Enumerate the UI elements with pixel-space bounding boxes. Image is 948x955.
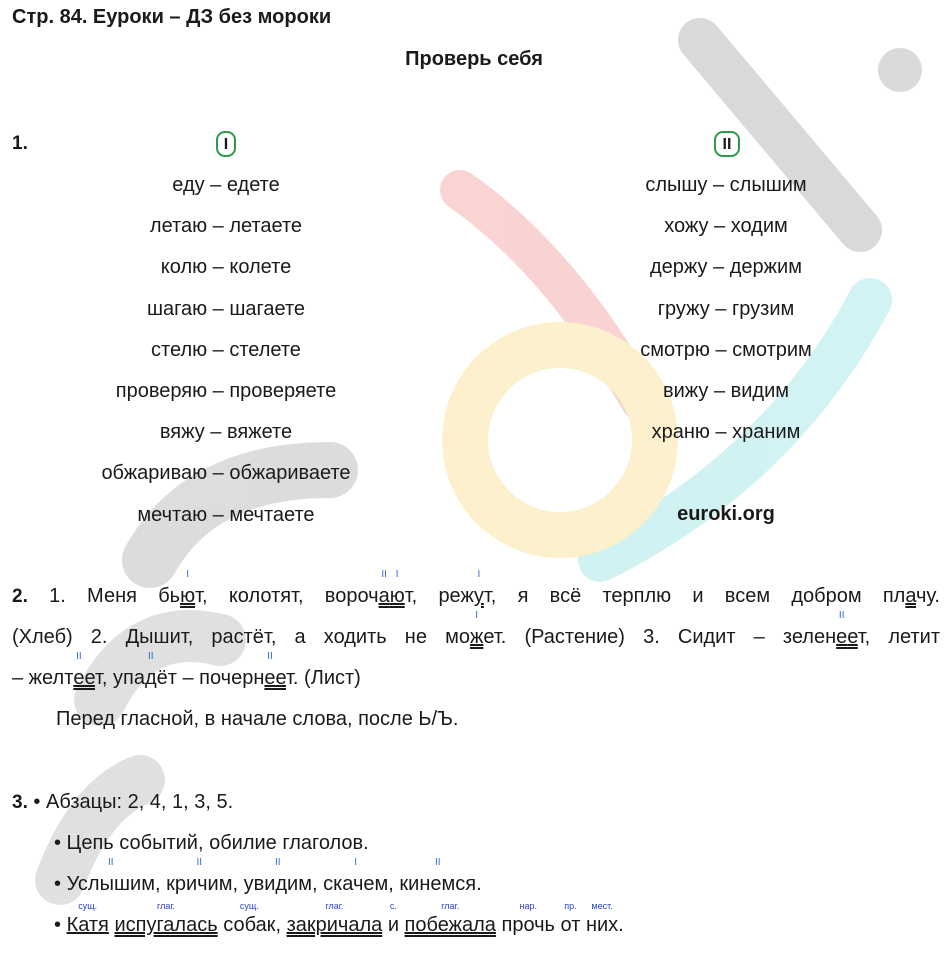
task3-line-4: • сущ. Катя глаг. испугалась сущ. собак, глаг. закричала с. и глаг. побежала нар. прочь пр. от мест. них. (54, 913, 624, 937)
sentence-word: нар. прочь (502, 913, 555, 937)
marked-letter: е (847, 626, 858, 648)
marked-letter: е (84, 667, 95, 689)
marked-letter: II е (264, 666, 275, 690)
task2-rule: Перед гласной, в начале слова, после Ь/Ъ. (56, 708, 459, 730)
verb-pair: держу – держим (650, 256, 802, 279)
section-title: Проверь себя (405, 48, 543, 70)
marked-letter: а (905, 585, 917, 607)
task3-line-1: 3. • Абзацы: 2, 4, 1, 3, 5. (12, 791, 234, 813)
marked-letter: I ю (180, 584, 195, 608)
verb-word: I скачем (323, 872, 388, 896)
verb-pair: гружу – грузим (657, 297, 795, 320)
sentence-word: сущ. Катя (67, 913, 109, 937)
task2-line-3: – желтII еет, упаII дёт – почернII еет. (Лист) (12, 666, 361, 690)
task3-line-3: • II Услышим, II кричим, II увидим, I скачем, II кинемся. (54, 872, 482, 896)
conjugation-2-list (576, 173, 876, 461)
task3-number: 3. (12, 792, 28, 813)
conjugation-1-label: I (216, 131, 236, 157)
verb-pair: хожу – ходим (664, 215, 788, 238)
sentence-word: пр. от (561, 913, 581, 937)
sentence-word: глаг. закричала (287, 913, 383, 937)
verb-word: II кричим (166, 872, 232, 896)
sentence-word: мест. них (586, 913, 618, 937)
conjugation-1-list (76, 173, 376, 544)
task3-line-2: • Цепь событий, обилие глаголов. (54, 832, 369, 854)
marked-letter: II е (836, 625, 847, 649)
verb-pair: стелю – стелете (151, 338, 301, 361)
verb-pair: обжариваю – обжариваете (101, 462, 351, 485)
sentence-word: глаг. испугалась (114, 913, 217, 937)
verb-pair: вижу – видим (662, 379, 790, 402)
marked-letter: II д (145, 666, 157, 690)
marked-letter: II а (379, 584, 390, 608)
verb-word: II Услышим (67, 872, 155, 896)
sentence-word: с. и (388, 913, 399, 937)
verb-pair: храню – храним (651, 421, 801, 444)
verb-pair: летаю – летаете (149, 215, 303, 238)
verb-pair: мечтаю – мечтаете (137, 503, 315, 526)
marked-letter: I ж (470, 625, 483, 649)
site-brand: euroki.org (677, 503, 775, 525)
sentence-word: глаг. побежала (405, 913, 496, 937)
verb-pair: шагаю – шагаете (146, 297, 306, 320)
page-header: Стр. 84. Еуроки – ДЗ без мороки (12, 6, 332, 28)
verb-pair: вяжу – вяжете (159, 421, 293, 444)
marked-letter: е (275, 667, 286, 689)
sentence-word: сущ. собак (223, 913, 275, 937)
verb-pair: еду – едете (172, 174, 280, 196)
task2-line-2: (Хлеб) 2. Дышит, растёт, а ходить не моI жет. (Растение) 3. Сидит – зеленII еет, летит (12, 625, 940, 649)
verb-word: II увидим (244, 872, 312, 896)
verb-pair: смотрю – смотрим (640, 338, 812, 361)
verb-pair: проверяю – проверяете (115, 379, 337, 402)
verb-word: II кинемся (399, 872, 476, 896)
task2-number: 2. (12, 586, 28, 607)
marked-letter: I у (474, 584, 484, 608)
task2-line-1: 2. 1. Меня бьI ют, колотят, ворочII аI ют, режI ут, я всё терплю и всем добром плачу. (12, 584, 940, 609)
verb-pair: слышу – слышим (645, 174, 807, 196)
marked-letter: II е (73, 666, 84, 690)
marked-letter: I ю (390, 584, 405, 608)
conjugation-2-label: II (714, 131, 740, 157)
verb-pair: колю – колете (160, 256, 292, 279)
task1-number: 1. (12, 133, 28, 154)
